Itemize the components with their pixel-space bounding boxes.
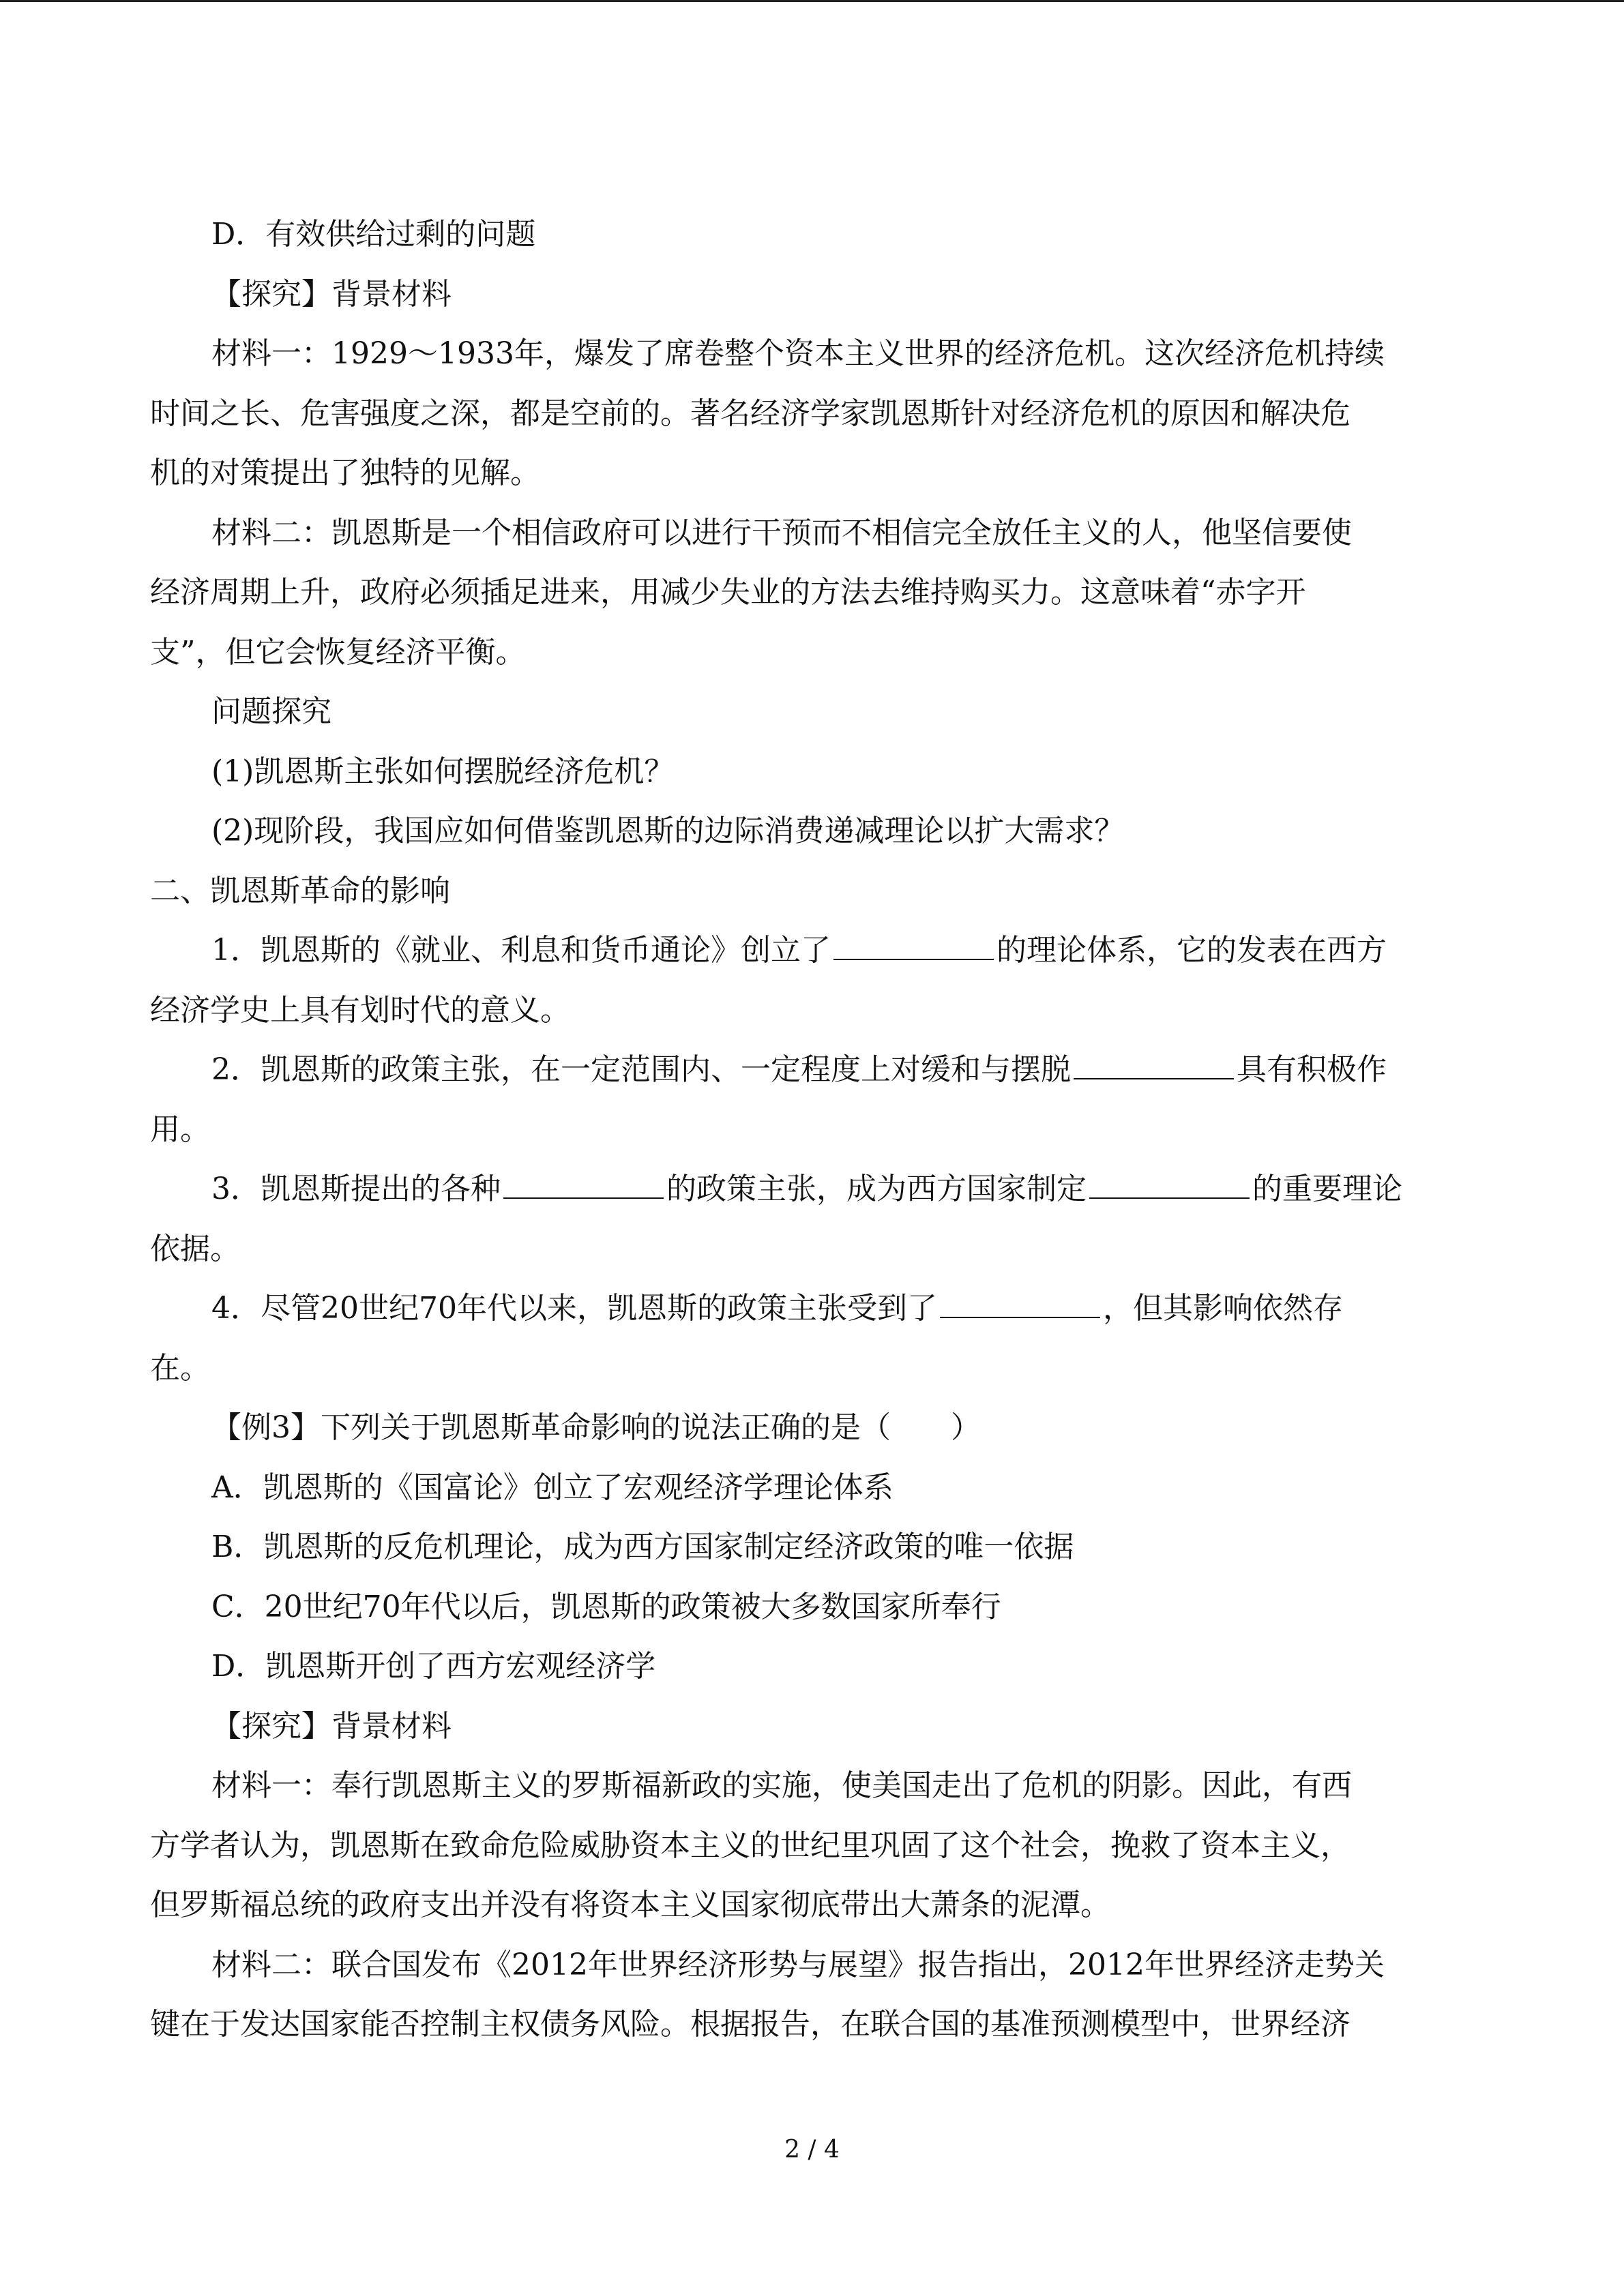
fill-item-2-cont: 用。 — [150, 1112, 210, 1147]
material-2-line-3: 支”，但它会恢复经济平衡。 — [150, 634, 526, 670]
material-3-line-2: 方学者认为，凯恩斯在致命危险威胁资本主义的世纪里巩固了这个社会，挽救了资本主义， — [150, 1828, 1350, 1863]
fill-item-2 — [150, 1040, 1473, 1100]
fill-item-1-text-end: 的理论体系，它的发表在西方 — [996, 933, 1387, 968]
question-heading: 问题探究 — [211, 694, 331, 729]
option-d: D．有效供给过剩的问题 — [211, 217, 536, 252]
fill-item-3-text-mid: 的政策主张，成为西方国家制定 — [666, 1172, 1087, 1206]
explore-heading: 【探究】背景材料 — [211, 276, 452, 312]
top-border-line — [0, 0, 1624, 2]
example-3-option-b: B．凯恩斯的反危机理论，成为西方国家制定经济政策的唯一依据 — [211, 1530, 1074, 1564]
fill-item-3 — [150, 1159, 1473, 1219]
fill-item-4-text-end: ，但其影响依然存 — [1102, 1291, 1343, 1326]
fill-item-3-cont: 依据。 — [150, 1231, 240, 1266]
fill-item-2-text-end: 具有积极作 — [1237, 1052, 1387, 1087]
example-3-option-c: C．20世纪70年代以后，凯恩斯的政策被大多数国家所奉行 — [211, 1589, 1001, 1624]
fill-item-4 — [150, 1279, 1473, 1339]
material-1-line-3: 机的对策提出了独特的见解。 — [150, 456, 540, 490]
material-3-line-3: 但罗斯福总统的政府支出并没有将资本主义国家彻底带出大萧条的泥潭。 — [150, 1888, 1110, 1922]
question-1: (1)凯恩斯主张如何摆脱经济危机？ — [211, 754, 675, 789]
fill-item-4-cont: 在。 — [150, 1350, 210, 1386]
material-2-line-1: 材料二：凯恩斯是一个相信政府可以进行干预而不相信完全放任主义的人，他坚信要使 — [211, 515, 1352, 550]
question-2: (2)现阶段，我国应如何借鉴凯恩斯的边际消费递减理论以扩大需求？ — [211, 814, 1125, 848]
material-2-line-2: 经济周期上升，政府必须插足进来，用减少失业的方法去维持购买力。这意味着“赤字开 — [150, 575, 1306, 610]
fill-item-3-text: 3．凯恩斯提出的各种 — [211, 1172, 501, 1206]
explore-heading-2: 【探究】背景材料 — [211, 1708, 452, 1744]
material-4-line-2: 键在于发达国家能否控制主权债务风险。根据报告，在联合国的基准预测模型中，世界经济 — [150, 2007, 1350, 2042]
fill-blank — [940, 1296, 1100, 1318]
fill-blank — [1074, 1058, 1234, 1079]
material-1-line-2: 时间之长、危害强度之深，都是空前的。著名经济学家凯恩斯针对经济危机的原因和解决危 — [150, 396, 1350, 431]
document-body — [150, 205, 1473, 2055]
fill-item-1-text: 1．凯恩斯的《就业、利息和货币通论》创立了 — [211, 933, 831, 968]
material-4-line-1: 材料二：联合国发布《2012年世界经济形势与展望》报告指出，2012年世界经济走势关 — [211, 1947, 1385, 1982]
fill-item-2-text: 2．凯恩斯的政策主张，在一定范围内、一定程度上对缓和与摆脱 — [211, 1052, 1071, 1087]
fill-blank — [1089, 1177, 1250, 1199]
material-3-line-1: 材料一：奉行凯恩斯主义的罗斯福新政的实施，使美国走出了危机的阴影。因此，有西 — [211, 1768, 1352, 1803]
fill-item-1 — [150, 921, 1473, 981]
section-heading: 二、凯恩斯革命的影响 — [150, 873, 450, 908]
example-3-option-d: D．凯恩斯开创了西方宏观经济学 — [211, 1649, 656, 1684]
page-number: 2 / 4 — [784, 2136, 840, 2164]
fill-item-1-cont: 经济学史上具有划时代的意义。 — [150, 992, 570, 1028]
example-3-option-a: A．凯恩斯的《国富论》创立了宏观经济学理论体系 — [211, 1470, 894, 1505]
material-1-line-1: 材料一：1929～1933年，爆发了席卷整个资本主义世界的经济危机。这次经济危机持续 — [211, 336, 1385, 371]
fill-blank — [503, 1177, 664, 1199]
example-3-stem: 【例3】下列关于凯恩斯革命影响的说法正确的是（ ） — [211, 1410, 981, 1445]
fill-item-3-text-end: 的重要理论 — [1252, 1172, 1402, 1206]
fill-blank — [833, 938, 994, 960]
fill-item-4-text: 4．尽管20世纪70年代以来，凯恩斯的政策主张受到了 — [211, 1291, 937, 1326]
